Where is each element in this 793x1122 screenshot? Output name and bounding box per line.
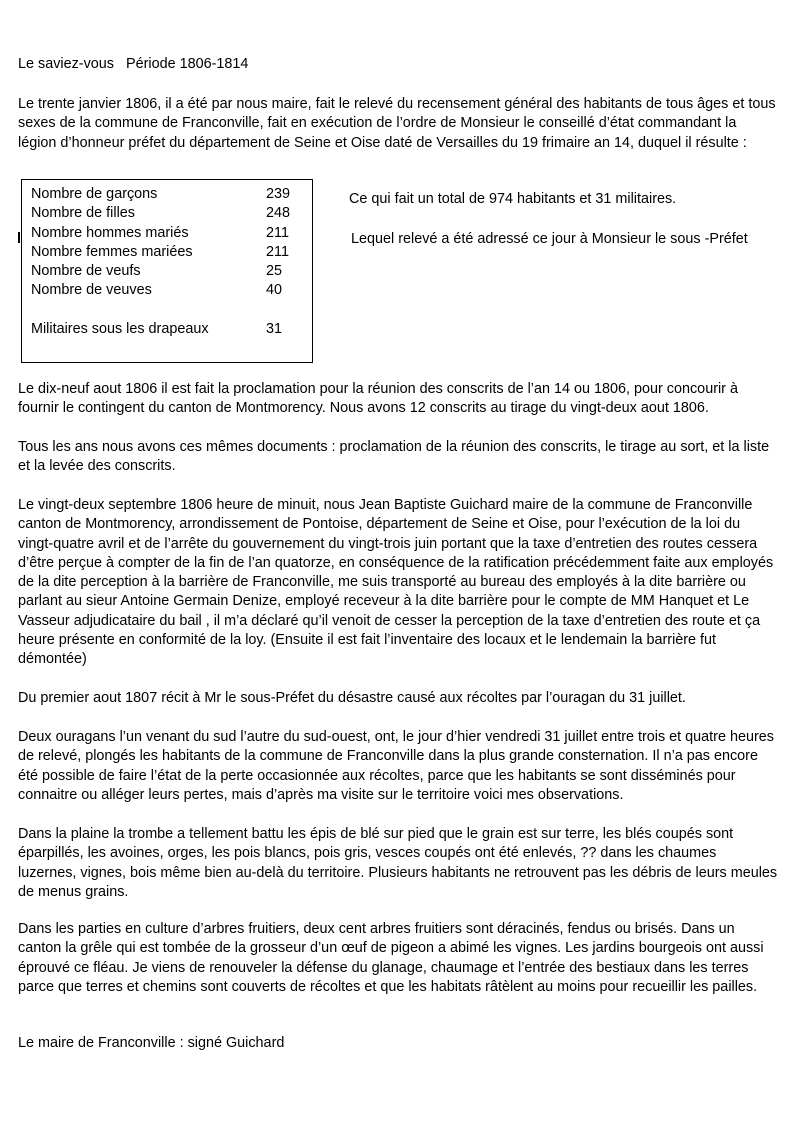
census-row-widows [31,281,290,300]
paragraph-hurricanes: Deux ouragans l’un venant du sud l’autre du sud-ouest, ont, le jour d’hier vendredi 31 juillet entre trois et quatre heures de relevé, plongés les habitants de la commune de Franconville dans la plus grande consternation. Il n’a pas encore été possible de faire l’état de la perte occasionnée aux récoltes, parce que les habitants se sont disséminés pour connaitre ou alléger leurs pertes, mais d’après ma visite sur le territoire voici mes observations. [18,729,774,803]
paragraph-storm-report: Du premier aout 1807 récit à Mr le sous-Préfet du désastre causé aux récoltes par l’ouragan du 31 juillet. [18,690,686,706]
census-value: 25 [266,263,283,280]
census-spacer-row [31,301,290,320]
census-value: 211 [266,224,289,241]
census-value: 211 [266,243,289,260]
census-row-widowers [31,262,290,281]
signature-line: Le maire de Franconville : signé Guichard [18,1035,285,1051]
census-label: Nombre de veufs [31,263,141,280]
margin-mark [18,232,20,243]
census-total-note: Ce qui fait un total de 974 habitants et 31 militaires. [349,191,677,207]
paragraph-yearly-documents: Tous les ans nous avons ces mêmes documents : proclamation de la réunion des conscrits, le tirage au sort, et la liste et la levée des conscrits. [18,439,770,475]
paragraph-plain-damage: Dans la plaine la trombe a tellement battu les épis de blé sur pied que le grain est sur terre, les blés coupés sont éparpillés, les avoines, orges, les pois blancs, pois gris, vesces coupés ont été enlevés, ?? dans les chaumes luzernes, vignes, bois même bien au-delà du territoire. Plusieurs habitants ne retrouvent pas les débris de leurs meules de menus grains. [18,826,778,900]
census-value: 239 [266,186,291,202]
census-row-military [31,320,290,339]
census-label: Nombre hommes mariés [31,224,189,241]
census-row-married-men [31,224,290,243]
census-value: 40 [266,282,283,299]
census-value: 248 [266,205,291,222]
census-row-girls [31,204,290,223]
census-table [31,185,290,339]
paragraph-toll-barrier: Le vingt-deux septembre 1806 heure de minuit, nous Jean Baptiste Guichard maire de la commune de Franconville canton de Montmorency, arrondissement de Pontoise, département de Seine et Oise, pour l’exécution de la loi du vingt-quatre avril et de l’arrête du gouvernement du vingt-trois juin portant que la taxe d’entretien des routes cessera d’être perçue à compter de la fin de l’an quatorze, en conséquence de la ratification précédemment faite aux employés de la dite perception à la barrière de Franconville, me suis transporté au bureau des employés à la dite barrière ou parlant au sieur Antoine Germain Denize, employé receveur à la dite barrière pour le compte de MM Hanquet et Le Vasseur adjudicataire du bail , il m’a déclaré qu’il venoit de cesser la perception de la taxe d’entretien des route et ça heure présente en conformité de la loy. (Ensuite il est fait l’inventaire des locaux et le lendemain la barrière fut démontée) [18,497,774,668]
census-sent-note: Lequel relevé a été adressé ce jour à Monsieur le sous -Préfet [351,231,748,247]
paragraph-orchard-damage: Dans les parties en culture d’arbres fruitiers, deux cent arbres fruitiers sont déracinés, fendus ou brisés. Dans un canton la grêle qui est tombée de la grosseur d’un œuf de pigeon a abimé les vignes. Les jardins bourgeois ont aussi éprouvé ce fléau. Je viens de renouveler la défense du glanage, chaumage et l’entrée des bestiaux dans les terres parce que terres et chemins sont couverts de récoltes et que les habitats râtèlent au moins pour recueillir les pailles. [18,921,764,995]
census-label: Militaires sous les drapeaux [31,320,209,337]
document-header [18,55,778,74]
census-label: Nombre de filles [31,205,135,222]
paragraph-conscripts: Le dix-neuf aout 1806 il est fait la proclamation pour la réunion des conscrits de l’an 14 ou 1806, pour concourir à fournir le contingent du canton de Montmorency. Nous avons 12 conscrits au tirage du vingt-deux aout 1806. [18,381,738,417]
header-period: Période 1806-1814 [126,56,249,72]
census-label: Nombre de veuves [31,282,152,299]
census-row-boys [31,185,290,204]
census-label: Nombre femmes mariées [31,243,193,260]
intro-paragraph: Le trente janvier 1806, il a été par nous maire, fait le relevé du recensement général des habitants de tous âges et tous sexes de la commune de Franconville, fait en exécution de l’ordre de Monsieur le conseillé d’état commandant la légion d’honneur préfet du département de Seine et Oise daté de Versailles du 19 frimaire an 14, duquel il résulte : [18,96,776,151]
census-value: 31 [266,320,283,337]
census-label: Nombre de garçons [31,186,158,202]
header-title: Le saviez-vous [18,56,114,72]
census-row-married-women [31,243,290,262]
